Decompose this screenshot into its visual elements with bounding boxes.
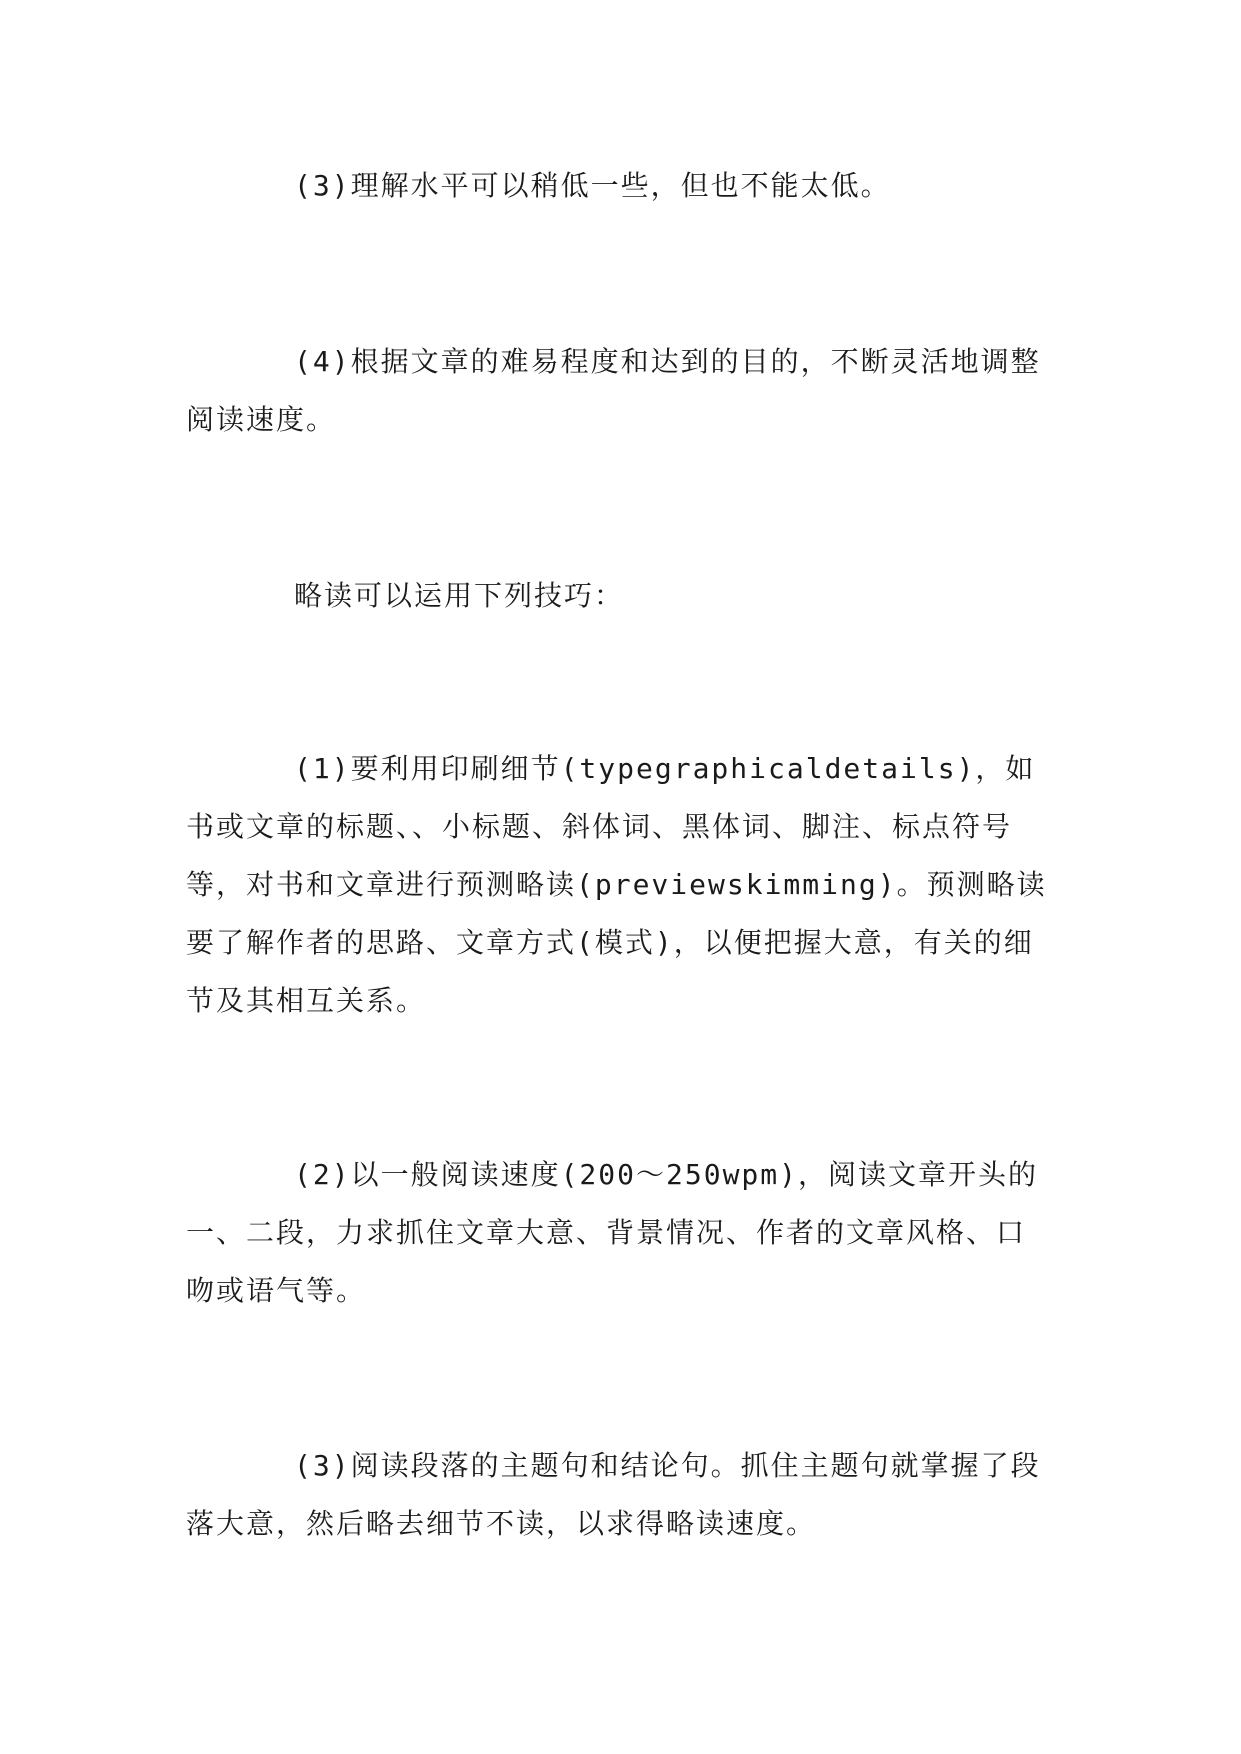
paragraph-topic-sentences: (3)阅读段落的主题句和结论句。抓住主题句就掌握了段落大意，然后略去细节不读，以求得略读速度。 [186, 1449, 1041, 1540]
paragraph-typographical-details: (1)要利用印刷细节(typegraphicaldetails)，如书或文章的标题、、小标题、斜体词、黑体词、脚注、标点符号等，对书和文章进行预测略读(previewskimming)。预测略读要了解作者的思路、文章方式(模式)，以便把握大意，有关的细节及其相互关系。 [186, 752, 1047, 1017]
paragraph-comprehension-level: (3)理解水平可以稍低一些，但也不能太低。 [294, 169, 891, 202]
paragraph-reading-speed: (2)以一般阅读速度(200～250wpm)，阅读文章开头的一、二段，力求抓住文章大意、背景情况、作者的文章风格、口吻或语气等。 [186, 1158, 1039, 1307]
paragraph-adjust-speed: (4)根据文章的难易程度和达到的目的，不断灵活地调整阅读速度。 [186, 345, 1041, 436]
paragraph-skimming-techniques-intro: 略读可以运用下列技巧： [294, 579, 625, 612]
